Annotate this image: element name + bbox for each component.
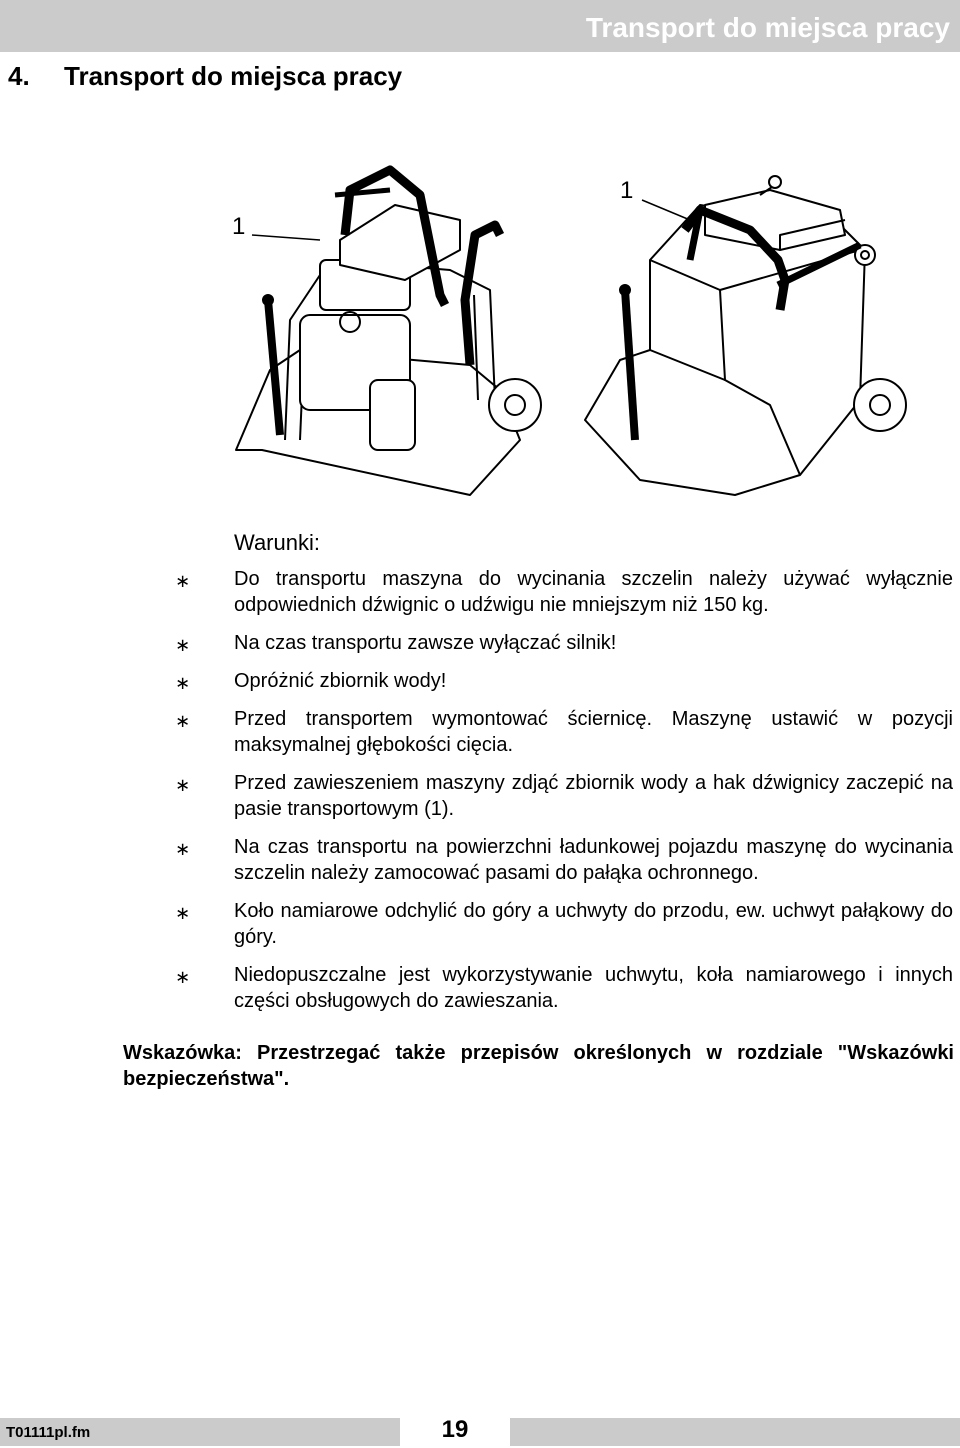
- safety-note: Wskazówka: Przestrzegać także przepisów określonych w rozdziale "Wskazówki bezpieczeństwa".: [123, 1042, 954, 1090]
- callout-right: 1: [620, 177, 634, 204]
- list-item-text: Przed transportem wymontować ściernicę. Maszynę ustawić w pozycji maksymalnej głębokości cięcia.: [234, 708, 953, 756]
- machine-left: [236, 170, 541, 495]
- bullet-star-icon: ∗: [175, 711, 191, 731]
- header-band: [0, 0, 960, 52]
- list-item-text: Na czas transportu zawsze wyłączać silnik!: [234, 632, 617, 654]
- list-item: [175, 962, 955, 1014]
- bullet-star-icon: ∗: [175, 673, 191, 693]
- conditions-list: [175, 566, 955, 1026]
- callout-leader-right: [642, 200, 690, 220]
- list-item: [175, 630, 955, 656]
- list-item-text: Do transportu maszyna do wycinania szczelin należy używać wyłącznie odpowiednich dźwignic o udźwigu nie mniejszym niż 150 kg.: [234, 568, 953, 616]
- section-number: 4.: [8, 61, 30, 91]
- section-heading: [8, 61, 402, 92]
- callout-left: 1: [232, 213, 246, 240]
- bullet-star-icon: ∗: [175, 967, 191, 987]
- floor-saw-drawing: [0, 150, 960, 510]
- bullet-star-icon: ∗: [175, 571, 191, 591]
- list-item: [175, 706, 955, 758]
- machine-illustration: [0, 150, 960, 510]
- bullet-star-icon: ∗: [175, 839, 191, 859]
- section-title: Transport do miejsca pracy: [64, 61, 403, 91]
- callout-leader-left: [252, 235, 320, 240]
- machine-right: [585, 176, 906, 495]
- list-item-text: Opróżnić zbiornik wody!: [234, 670, 447, 692]
- footer-page-box: [400, 1414, 510, 1448]
- list-item-text: Przed zawieszeniem maszyny zdjąć zbiornik wody a hak dźwignicy zaczepić na pasie transportowym (1).: [234, 772, 953, 820]
- list-item: [175, 770, 955, 822]
- list-item-text: Niedopuszczalne jest wykorzystywanie uchwytu, koła namiarowego i innych części obsługowych do zawieszania.: [234, 964, 953, 1012]
- list-item: [175, 566, 955, 618]
- list-item-text: Koło namiarowe odchylić do góry a uchwyty do przodu, ew. uchwyt pałąkowy do góry.: [234, 900, 953, 948]
- footer-file-name: T01111pl.fm: [6, 1424, 91, 1441]
- list-item: [175, 668, 955, 694]
- conditions-label: Warunki:: [234, 530, 320, 555]
- bullet-star-icon: ∗: [175, 635, 191, 655]
- bullet-star-icon: ∗: [175, 775, 191, 795]
- bullet-star-icon: ∗: [175, 903, 191, 923]
- list-item: [175, 834, 955, 886]
- list-item-text: Na czas transportu na powierzchni ładunkowej pojazdu maszynę do wycinania szczelin należy zamocować pasami do pałąka ochronnego.: [234, 836, 953, 884]
- page-number: 19: [441, 1416, 469, 1443]
- running-title: Transport do miejsca pracy: [585, 12, 950, 43]
- list-item: [175, 898, 955, 950]
